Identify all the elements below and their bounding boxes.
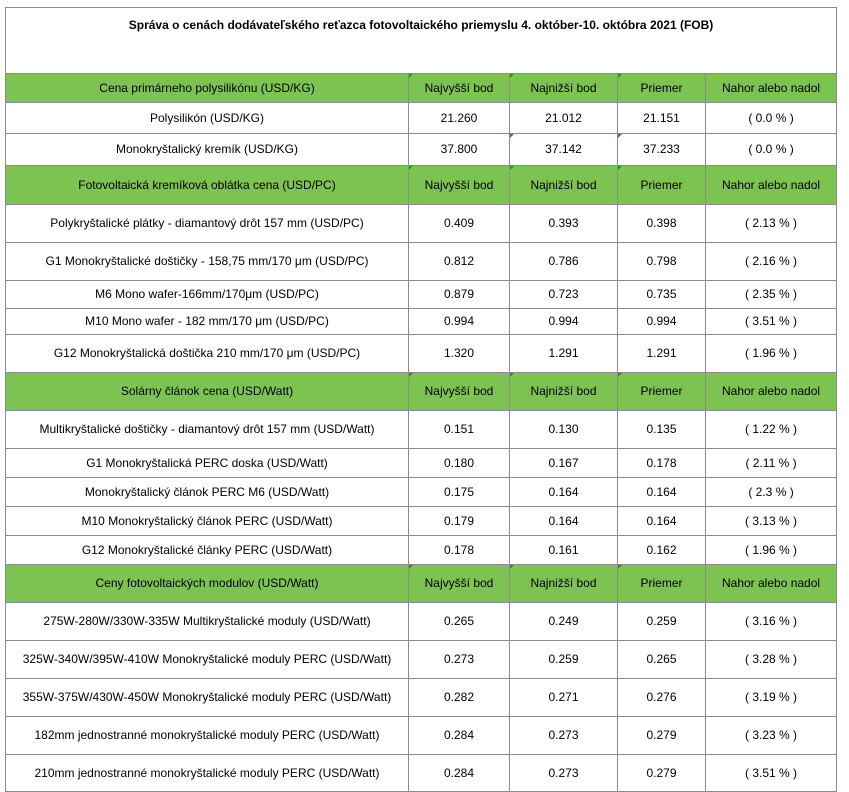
row-change: ( 3.28 % ) [706,641,837,679]
row-low: 0.273 [510,755,618,792]
row-change: ( 1.96 % ) [706,536,837,565]
row-low: 21.012 [510,103,618,134]
row-avg: 0.178 [618,449,706,478]
row-name: M6 Mono wafer-166mm/170μm (USD/PC) [6,281,409,309]
row-change: ( 3.51 % ) [706,755,837,792]
row-name: G12 Monokryštalické články PERC (USD/Watt) [6,536,409,565]
header-change: Nahor alebo nadol [706,166,837,205]
row-name: M10 Monokryštalický článok PERC (USD/Watt) [6,507,409,536]
header-change: Nahor alebo nadol [706,74,837,103]
table-row [6,309,837,335]
row-avg: 0.135 [618,411,706,449]
row-low: 0.164 [510,507,618,536]
row-change: ( 2.13 % ) [706,205,837,243]
table-row [6,243,837,281]
row-low: 0.130 [510,411,618,449]
row-low: 0.259 [510,641,618,679]
header-low: Najnižší bod [510,373,618,411]
row-high: 0.812 [409,243,510,281]
row-change: ( 3.19 % ) [706,679,837,717]
header-category: Fotovoltaická kremíková oblátka cena (USD/PC) [6,166,409,205]
header-high: Najvyšší bod [409,565,510,603]
row-change: ( 1.22 % ) [706,411,837,449]
row-name: Multikryštalické doštičky - diamantový drôt 157 mm (USD/Watt) [6,411,409,449]
table-row [6,536,837,565]
row-low: 0.723 [510,281,618,309]
row-avg: 0.279 [618,755,706,792]
row-change: ( 3.51 % ) [706,309,837,335]
row-low: 0.161 [510,536,618,565]
row-high: 0.180 [409,449,510,478]
row-avg: 0.798 [618,243,706,281]
header-low: Najnižší bod [510,166,618,205]
row-high: 0.178 [409,536,510,565]
row-name: G1 Monokryštalické doštičky - 158,75 mm/170 μm (USD/PC) [6,243,409,281]
row-avg: 0.398 [618,205,706,243]
row-change: ( 0.0 % ) [706,134,837,166]
header-change: Nahor alebo nadol [706,373,837,411]
row-high: 0.284 [409,755,510,792]
row-low: 0.273 [510,717,618,755]
row-change: ( 3.23 % ) [706,717,837,755]
row-change: ( 3.13 % ) [706,507,837,536]
title-row [6,8,837,74]
row-low: 0.249 [510,603,618,641]
table-row [6,335,837,373]
table-row [6,478,837,507]
row-high: 0.284 [409,717,510,755]
row-avg: 37.233 [618,134,706,166]
row-name: Monokryštalický kremík (USD/KG) [6,134,409,166]
row-low: 0.271 [510,679,618,717]
row-name: Monokryštalický článok PERC M6 (USD/Watt) [6,478,409,507]
row-high: 1.320 [409,335,510,373]
report-title: Správa o cenách dodávateľského reťazca fotovoltaického priemyslu 4. október-10. októbra 2021 (FOB) [6,8,837,74]
row-change: ( 2.3 % ) [706,478,837,507]
row-avg: 0.276 [618,679,706,717]
row-avg: 0.735 [618,281,706,309]
header-high: Najvyšší bod [409,74,510,103]
row-low: 0.786 [510,243,618,281]
row-high: 37.800 [409,134,510,166]
section-header-solar-cell [6,373,837,411]
row-low: 0.393 [510,205,618,243]
row-change: ( 1.96 % ) [706,335,837,373]
table-row [6,603,837,641]
row-avg: 0.994 [618,309,706,335]
section-header-modules [6,565,837,603]
row-low: 0.164 [510,478,618,507]
header-avg: Priemer [618,166,706,205]
row-name: 325W-340W/395W-410W Monokryštalické moduly PERC (USD/Watt) [6,641,409,679]
row-name: 210mm jednostranné monokryštalické moduly PERC (USD/Watt) [6,755,409,792]
row-name: Polykryštalické plátky - diamantový drôt 157 mm (USD/PC) [6,205,409,243]
header-avg: Priemer [618,74,706,103]
header-category: Cena primárneho polysilikónu (USD/KG) [6,74,409,103]
header-category: Ceny fotovoltaických modulov (USD/Watt) [6,565,409,603]
row-avg: 21.151 [618,103,706,134]
row-avg: 0.164 [618,507,706,536]
header-avg: Priemer [618,565,706,603]
table-row [6,411,837,449]
table-row [6,205,837,243]
row-change: ( 2.16 % ) [706,243,837,281]
row-change: ( 3.16 % ) [706,603,837,641]
row-low: 0.994 [510,309,618,335]
table-row [6,449,837,478]
row-low: 1.291 [510,335,618,373]
header-low: Najnižší bod [510,74,618,103]
row-high: 0.179 [409,507,510,536]
row-avg: 1.291 [618,335,706,373]
table-row [6,507,837,536]
table-row [6,717,837,755]
header-low: Najnižší bod [510,565,618,603]
table-row [6,641,837,679]
table-row [6,134,837,166]
row-high: 0.151 [409,411,510,449]
row-name: 355W-375W/430W-450W Monokryštalické moduly PERC (USD/Watt) [6,679,409,717]
row-high: 0.282 [409,679,510,717]
header-high: Najvyšší bod [409,373,510,411]
row-high: 0.273 [409,641,510,679]
row-change: ( 2.11 % ) [706,449,837,478]
row-high: 0.994 [409,309,510,335]
row-name: Polysilikón (USD/KG) [6,103,409,134]
row-name: M10 Mono wafer - 182 mm/170 μm (USD/PC) [6,309,409,335]
table-row [6,281,837,309]
row-avg: 0.265 [618,641,706,679]
row-name: G1 Monokryštalická PERC doska (USD/Watt) [6,449,409,478]
row-low: 0.167 [510,449,618,478]
row-avg: 0.279 [618,717,706,755]
row-change: ( 2.35 % ) [706,281,837,309]
section-header-polysilicon [6,74,837,103]
row-name: G12 Monokryštalická doštička 210 mm/170 μm (USD/PC) [6,335,409,373]
header-high: Najvyšší bod [409,166,510,205]
header-category: Solárny článok cena (USD/Watt) [6,373,409,411]
row-high: 0.409 [409,205,510,243]
row-change: ( 0.0 % ) [706,103,837,134]
row-avg: 0.164 [618,478,706,507]
row-low: 37.142 [510,134,618,166]
row-high: 0.879 [409,281,510,309]
row-name: 275W-280W/330W-335W Multikryštalické moduly (USD/Watt) [6,603,409,641]
table-row [6,679,837,717]
section-header-wafer [6,166,837,205]
header-change: Nahor alebo nadol [706,565,837,603]
row-high: 21.260 [409,103,510,134]
row-high: 0.265 [409,603,510,641]
row-name: 182mm jednostranné monokryštalické moduly PERC (USD/Watt) [6,717,409,755]
price-report-table [5,7,837,792]
row-avg: 0.162 [618,536,706,565]
header-avg: Priemer [618,373,706,411]
row-high: 0.175 [409,478,510,507]
table-row [6,103,837,134]
row-avg: 0.259 [618,603,706,641]
